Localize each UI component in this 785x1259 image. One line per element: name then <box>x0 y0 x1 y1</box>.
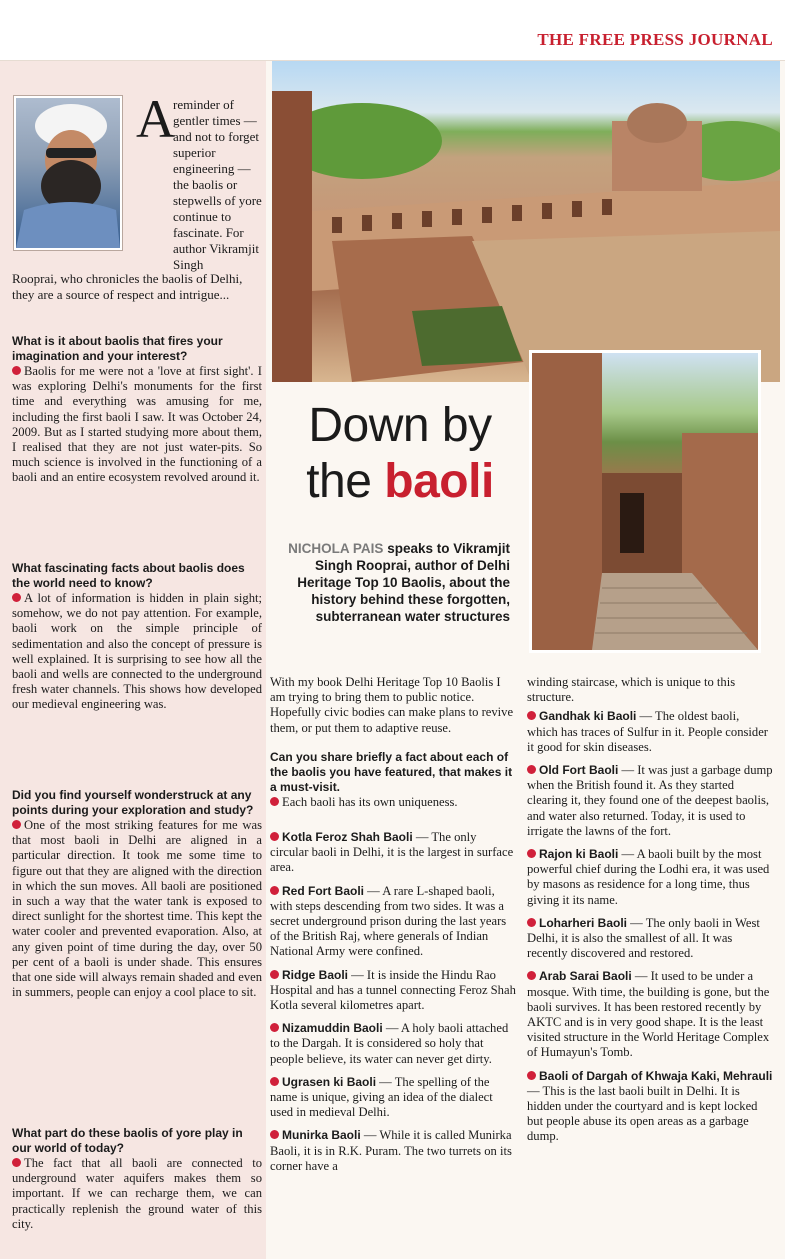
bullet-dot-icon <box>270 1077 279 1086</box>
baoli-entry: Kotla Feroz Shah Baoli — The only circular baoli in Delhi, it is the largest in surface area. <box>270 830 514 875</box>
qa-block-3 <box>12 788 262 1000</box>
qa-block-1 <box>12 334 262 486</box>
masthead: THE FREE PRESS JOURNAL <box>537 30 773 49</box>
baoli-entry: Loharheri Baoli — The only baoli in West Delhi, it is also the smallest of all. It was recently discovered and restored. <box>527 915 760 961</box>
answer: Each baoli has its own uniqueness. <box>270 795 516 810</box>
bullet-dot-icon <box>527 765 536 774</box>
bullet-dot-icon <box>527 1071 536 1080</box>
bullet-dot-icon <box>527 711 536 720</box>
answer: The fact that all baoli are connected to underground water aquifers makes them so important. If we can recharge them, we can practically replenish the ground water of this city. <box>12 1156 262 1231</box>
stepwell-stairs-illustration <box>532 353 758 650</box>
intro-dropcap: A <box>136 89 175 149</box>
byline: NICHOLA PAIS <box>288 541 384 556</box>
stepwell-main-photo <box>272 61 780 382</box>
bullet-dot-icon <box>270 886 279 895</box>
question: Can you share briefly a fact about each of the baolis you have featured, that makes it a must-visit. <box>270 749 513 794</box>
question: Did you find yourself wonderstruck at any points during your exploration and study? <box>12 788 254 817</box>
intro-text-continued: Rooprai, who chronicles the baolis of Delhi, they are a source of respect and intrigue... <box>12 271 243 302</box>
bullet-dot-icon <box>527 918 536 927</box>
middle-column-text <box>270 675 516 1174</box>
baoli-entry: Gandhak ki Baoli — The oldest baoli, which has traces of Sulfur in it. People consider it good for skin diseases. <box>527 709 768 754</box>
bullet-dot-icon <box>12 593 21 602</box>
bullet-dot-icon <box>270 832 279 841</box>
baoli-entry: Arab Sarai Baoli — It used to be under a mosque. With time, the building is gone, but the baoli survives. It has been restored recently by AKTC and is in very good shape. It is the least visited structure in the World Heritage Complex of Humayun's Tomb. <box>527 969 770 1060</box>
baoli-entry: Baoli of Dargah of Khwaja Kaki, Mehrauli — This is the last baoli built in Delhi. It is hidden under the courtyard and is kept locked but people abuse its open areas as a garbage dump. <box>527 1068 773 1144</box>
bullet-dot-icon <box>12 366 21 375</box>
bullet-dot-icon <box>270 1130 279 1139</box>
continued-text: winding staircase, which is unique to this structure. <box>527 675 736 705</box>
stepwell-main-illustration <box>272 61 780 382</box>
question: What part do these baolis of yore play in our world of today? <box>12 1126 243 1155</box>
author-portrait <box>14 96 122 250</box>
right-column-text <box>527 675 773 1145</box>
question: What is it about baolis that fires your imagination and your interest? <box>12 334 223 363</box>
stepwell-stairs-photo <box>529 350 761 653</box>
baoli-entry: Rajon ki Baoli — A baoli built by the most powerful chief during the Lodhi era, it was used by masons as residence for a long time, thus giving it its name. <box>527 847 770 907</box>
bullet-dot-icon <box>12 820 21 829</box>
bullet-dot-icon <box>270 797 279 806</box>
bullet-dot-icon <box>270 1023 279 1032</box>
bullet-dot-icon <box>527 971 536 980</box>
answer: Baolis for me were not a 'love at first sight'. I was exploring Delhi's monuments for the first time and everything was amusing for me, including the first baoli I saw. It was October 24, 2009. But as I started studying more about them, I realised that they are not just water-pits. So much science is involved in the functioning of a baoli and an entire ecosystem revolved around it. <box>12 364 262 485</box>
bullet-dot-icon <box>12 1158 21 1167</box>
intro-text: reminder of gentler times — and not to forget superior engineering — the baolis or stepwells of yore continue to fascinate. For author Vikramjit Singh <box>173 97 262 272</box>
headline-line-1: Down by <box>308 399 492 452</box>
baoli-entry: Ugrasen ki Baoli — The spelling of the name is unique, giving an idea of the dialect used in medieval Delhi. <box>270 1074 493 1120</box>
baoli-entry: Nizamuddin Baoli — A holy baoli attached to the Dargah. It is considered so holy that people believe, its water can never get dirty. <box>270 1021 509 1066</box>
page-header <box>0 0 785 61</box>
middle-paragraph: With my book Delhi Heritage Top 10 Baolis I am trying to bring them to public notice. Hopefully civic bodies can make plans to revive them, or put them to adaptive reuse. <box>270 675 514 735</box>
answer: A lot of information is hidden in plain sight; somehow, we do not pay attention. For example, baoli work on the simple principle of sedimentation and also the concept of pressure is well explained. It is surprising to see how all the baoli and wells are connected to the underground fresh water channels. This shows how developed our medieval engineering was. <box>12 591 262 712</box>
baoli-entry: Old Fort Baoli — It was just a garbage dump when the British found it. As they started clearing it, they found one of the deepest baolis, and water also returned. Today, it is used to irrigate the lawns of the fort. <box>527 763 773 838</box>
author-portrait-illustration <box>16 98 120 248</box>
article-standfirst: NICHOLA PAIS speaks to Vikramjit Singh Rooprai, author of Delhi Heritage Top 10 Baolis, about the history behind these forgotten, subterranean water structures <box>288 541 510 624</box>
qa-block-2 <box>12 561 262 713</box>
baoli-entry: Ridge Baoli — It is inside the Hindu Rao Hospital and has a tunnel connecting Feroz Shah Kotla several kilometres apart. <box>270 967 516 1013</box>
baoli-entry: Munirka Baoli — While it is called Munirka Baoli, it is in R.K. Puram. The two turrets on its corner have a <box>270 1128 512 1173</box>
baoli-entry: Red Fort Baoli — A rare L-shaped baoli, with steps descending from two sides. It was a secret underground prison during the last years of the British Raj, where generals of Indian National Army were confined. <box>270 883 507 959</box>
article-headline <box>276 398 524 510</box>
bullet-dot-icon <box>527 849 536 858</box>
question: What fascinating facts about baolis does the world need to know? <box>12 561 245 590</box>
bullet-dot-icon <box>270 970 279 979</box>
qa-block-4 <box>12 1126 262 1232</box>
headline-line-2: the baoli <box>306 455 494 508</box>
answer: One of the most striking features for me was that most baoli in Delhi are aligned in a particular direction. It took me some time to figure out that they are aligned with the direction in which the sun moves. All baoli are positioned in such a way that the water tank is exposed to direct sunlight for the shortest time. This kept the water cooler and prevented evaporation. Also, at any given point of time during the day, over 50 per cent of a baoli is under shade. This ensures that one side will always remain shaded and even in summers, people can enjoy a cool place to sit. <box>12 818 262 1000</box>
